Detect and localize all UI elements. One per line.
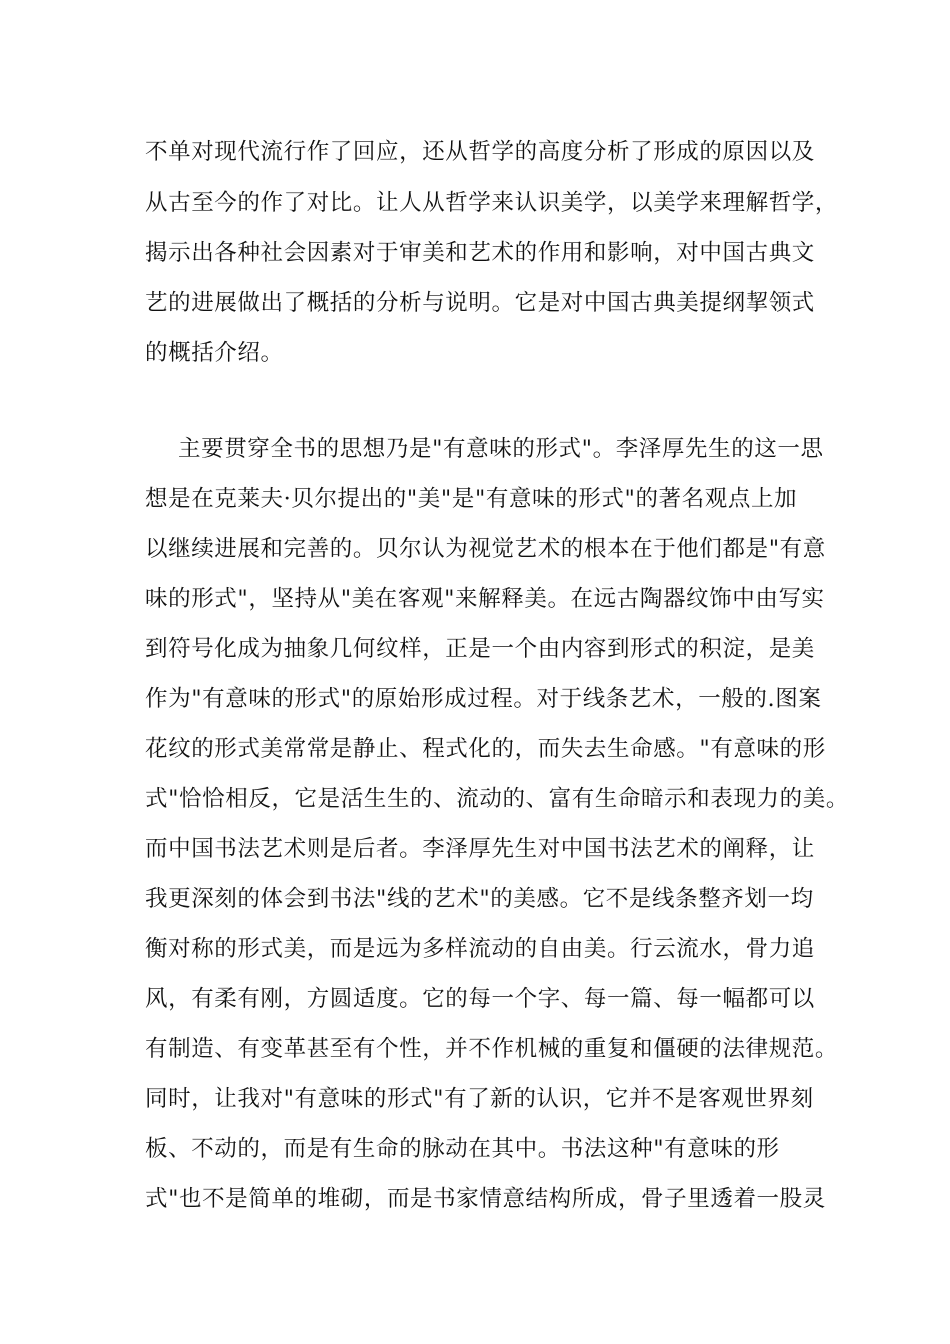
paragraph-2-line: 风，有柔有刚，方圆适度。它的每一个字、每一篇、每一幅都可以 xyxy=(145,986,815,1012)
paragraph-2-line: 以继续进展和完善的。贝尔认为视觉艺术的根本在于他们都是"有意 xyxy=(145,536,826,562)
paragraph-2-line: 味的形式"，坚持从"美在客观"来解释美。在远古陶器纹饰中由写实 xyxy=(145,586,825,612)
paragraph-2-line: 而中国书法艺术则是后者。李泽厚先生对中国书法艺术的阐释，让 xyxy=(145,836,815,862)
paragraph-1-line: 的概括介绍。 xyxy=(145,340,284,366)
paragraph-2-line: 式"也不是简单的堆砌，而是书家情意结构所成，骨子里透着一股灵 xyxy=(145,1186,826,1212)
paragraph-1-line: 从古至今的作了对比。让人从哲学来认识美学，以美学来理解哲学， xyxy=(145,190,839,216)
paragraph-2-line: 我更深刻的体会到书法"线的艺术"的美感。它不是线条整齐划一均 xyxy=(145,886,814,912)
paragraph-2-line: 想是在克莱夫·贝尔提出的"美"是"有意味的形式"的著名观点上加 xyxy=(145,486,798,512)
paragraph-2-line: 作为"有意味的形式"的原始形成过程。对于线条艺术，一般的.图案 xyxy=(145,686,822,712)
paragraph-2-line: 主要贯穿全书的思想乃是"有意味的形式"。李泽厚先生的这一思 xyxy=(178,436,824,462)
paragraph-1-line: 揭示出各种社会因素对于审美和艺术的作用和影响，对中国古典文 xyxy=(145,240,815,266)
paragraph-1-line: 艺的进展做出了概括的分析与说明。它是对中国古典美提纲挈领式 xyxy=(145,290,815,316)
paragraph-2-line: 式"恰恰相反，它是活生生的、流动的、富有生命暗示和表现力的美。 xyxy=(145,786,849,812)
paragraph-2-line: 衡对称的形式美，而是远为多样流动的自由美。行云流水，骨力追 xyxy=(145,936,815,962)
paragraph-2-line: 有制造、有变革甚至有个性，并不作机械的重复和僵硬的法律规范。 xyxy=(145,1036,839,1062)
paragraph-2-line: 同时，让我对"有意味的形式"有了新的认识，它并不是客观世界刻 xyxy=(145,1086,814,1112)
paragraph-2-line: 板、不动的，而是有生命的脉动在其中。书法这种"有意味的形 xyxy=(145,1136,780,1162)
paragraph-2-line: 到符号化成为抽象几何纹样，正是一个由内容到形式的积淀，是美 xyxy=(145,636,815,662)
paragraph-1-line: 不单对现代流行作了回应，还从哲学的高度分析了形成的原因以及 xyxy=(145,139,815,165)
paragraph-2-line: 花纹的形式美常常是静止、程式化的，而失去生命感。"有意味的形 xyxy=(145,736,826,762)
